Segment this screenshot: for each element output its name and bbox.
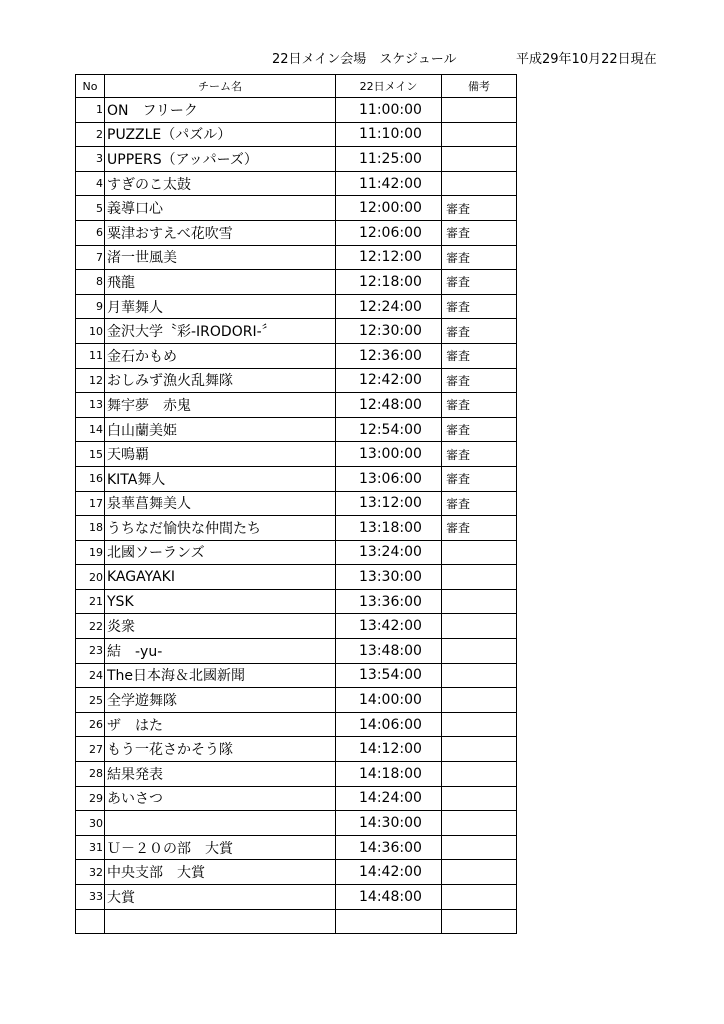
row-number-cell: 5 — [76, 196, 105, 221]
row-number-cell — [76, 909, 105, 934]
start-time-cell: 13:54:00 — [336, 663, 442, 688]
row-number-cell: 26 — [76, 712, 105, 737]
team-name-cell: 大賞 — [105, 885, 336, 910]
table-row — [76, 368, 517, 393]
team-name-cell: UPPERS（アッパーズ） — [105, 147, 336, 172]
row-number-cell: 4 — [76, 171, 105, 196]
table-row — [76, 491, 517, 516]
table-row — [76, 319, 517, 344]
team-name-cell: すぎのこ太鼓 — [105, 171, 336, 196]
start-time-cell: 12:36:00 — [336, 343, 442, 368]
table-row — [76, 835, 517, 860]
start-time-cell: 14:12:00 — [336, 737, 442, 762]
note-cell — [442, 712, 517, 737]
team-name-cell: 渚一世風美 — [105, 245, 336, 270]
row-number-cell: 32 — [76, 860, 105, 885]
team-name-cell: あいさつ — [105, 786, 336, 811]
team-name-cell: おしみず漁火乱舞隊 — [105, 368, 336, 393]
row-number-cell: 8 — [76, 270, 105, 295]
note-cell — [442, 589, 517, 614]
note-cell — [442, 98, 517, 123]
row-number-cell: 20 — [76, 565, 105, 590]
note-cell: 審査 — [442, 294, 517, 319]
team-name-cell: 天鳴覇 — [105, 442, 336, 467]
column-header-no: No — [76, 75, 105, 98]
team-name-cell: 全学遊舞隊 — [105, 688, 336, 713]
table-row — [76, 442, 517, 467]
note-cell: 審査 — [442, 393, 517, 418]
note-cell: 審査 — [442, 466, 517, 491]
row-number-cell: 18 — [76, 516, 105, 541]
team-name-cell: 義導口心 — [105, 196, 336, 221]
start-time-cell: 13:06:00 — [336, 466, 442, 491]
team-name-cell: 結果発表 — [105, 762, 336, 787]
note-cell — [442, 171, 517, 196]
team-name-cell: YSK — [105, 589, 336, 614]
note-cell: 審査 — [442, 196, 517, 221]
note-cell — [442, 565, 517, 590]
team-name-cell: 白山蘭美姫 — [105, 417, 336, 442]
start-time-cell: 12:00:00 — [336, 196, 442, 221]
table-row — [76, 417, 517, 442]
table-row — [76, 565, 517, 590]
start-time-cell: 14:36:00 — [336, 835, 442, 860]
start-time-cell: 14:18:00 — [336, 762, 442, 787]
start-time-cell: 11:42:00 — [336, 171, 442, 196]
table-row — [76, 540, 517, 565]
note-cell — [442, 737, 517, 762]
note-cell — [442, 614, 517, 639]
team-name-cell: ON フリーク — [105, 98, 336, 123]
header-row — [76, 75, 517, 98]
start-time-cell: 12:12:00 — [336, 245, 442, 270]
note-cell — [442, 688, 517, 713]
note-cell: 審査 — [442, 368, 517, 393]
start-time-cell: 14:48:00 — [336, 885, 442, 910]
table-row — [76, 220, 517, 245]
note-cell — [442, 860, 517, 885]
table-row — [76, 885, 517, 910]
note-cell: 審査 — [442, 491, 517, 516]
row-number-cell: 25 — [76, 688, 105, 713]
team-name-cell: The日本海＆北國新聞 — [105, 663, 336, 688]
start-time-cell: 11:00:00 — [336, 98, 442, 123]
row-number-cell: 7 — [76, 245, 105, 270]
row-number-cell: 13 — [76, 393, 105, 418]
team-name-cell: KITA舞人 — [105, 466, 336, 491]
team-name-cell: 結 -yu- — [105, 639, 336, 664]
team-name-cell: 泉華菖舞美人 — [105, 491, 336, 516]
row-number-cell: 28 — [76, 762, 105, 787]
column-header-time: 22日メイン — [336, 75, 442, 98]
start-time-cell: 13:42:00 — [336, 614, 442, 639]
table-row — [76, 516, 517, 541]
table-row — [76, 122, 517, 147]
start-time-cell: 12:42:00 — [336, 368, 442, 393]
row-number-cell: 33 — [76, 885, 105, 910]
table-row — [76, 762, 517, 787]
start-time-cell: 12:18:00 — [336, 270, 442, 295]
row-number-cell: 29 — [76, 786, 105, 811]
row-number-cell: 19 — [76, 540, 105, 565]
table-row — [76, 147, 517, 172]
team-name-cell: Ｕ－２０の部 大賞 — [105, 835, 336, 860]
team-name-cell: ザ はた — [105, 712, 336, 737]
note-cell — [442, 762, 517, 787]
table-row — [76, 589, 517, 614]
table-row — [76, 245, 517, 270]
start-time-cell — [336, 909, 442, 934]
start-time-cell: 12:48:00 — [336, 393, 442, 418]
note-cell — [442, 835, 517, 860]
team-name-cell: KAGAYAKI — [105, 565, 336, 590]
table-body — [76, 98, 517, 934]
row-number-cell: 11 — [76, 343, 105, 368]
schedule-table — [75, 74, 517, 934]
start-time-cell: 14:06:00 — [336, 712, 442, 737]
table-row — [76, 663, 517, 688]
start-time-cell: 13:12:00 — [336, 491, 442, 516]
row-number-cell: 14 — [76, 417, 105, 442]
table-row — [76, 909, 517, 934]
table-row — [76, 98, 517, 123]
row-number-cell: 17 — [76, 491, 105, 516]
start-time-cell: 11:25:00 — [336, 147, 442, 172]
team-name-cell: 飛龍 — [105, 270, 336, 295]
table-header — [76, 75, 517, 98]
note-cell — [442, 786, 517, 811]
column-header-note: 備考 — [442, 75, 517, 98]
document-header — [0, 48, 724, 68]
team-name-cell — [105, 909, 336, 934]
row-number-cell: 1 — [76, 98, 105, 123]
row-number-cell: 2 — [76, 122, 105, 147]
note-cell — [442, 811, 517, 836]
team-name-cell: 金沢大学〝彩-IRODORI-〞 — [105, 319, 336, 344]
team-name-cell — [105, 811, 336, 836]
team-name-cell: 月華舞人 — [105, 294, 336, 319]
row-number-cell: 3 — [76, 147, 105, 172]
start-time-cell: 13:00:00 — [336, 442, 442, 467]
start-time-cell: 14:00:00 — [336, 688, 442, 713]
start-time-cell: 14:42:00 — [336, 860, 442, 885]
team-name-cell: PUZZLE（パズル） — [105, 122, 336, 147]
start-time-cell: 13:30:00 — [336, 565, 442, 590]
row-number-cell: 10 — [76, 319, 105, 344]
note-cell — [442, 147, 517, 172]
team-name-cell: 金石かもめ — [105, 343, 336, 368]
row-number-cell: 27 — [76, 737, 105, 762]
start-time-cell: 13:24:00 — [336, 540, 442, 565]
table-row — [76, 270, 517, 295]
team-name-cell: 炎衆 — [105, 614, 336, 639]
row-number-cell: 9 — [76, 294, 105, 319]
team-name-cell: 中央支部 大賞 — [105, 860, 336, 885]
team-name-cell: 舞宇夢 赤鬼 — [105, 393, 336, 418]
note-cell — [442, 885, 517, 910]
start-time-cell: 13:36:00 — [336, 589, 442, 614]
column-header-team: チーム名 — [105, 75, 336, 98]
start-time-cell: 11:10:00 — [336, 122, 442, 147]
start-time-cell: 13:18:00 — [336, 516, 442, 541]
start-time-cell: 14:24:00 — [336, 786, 442, 811]
start-time-cell: 12:54:00 — [336, 417, 442, 442]
row-number-cell: 31 — [76, 835, 105, 860]
start-time-cell: 12:06:00 — [336, 220, 442, 245]
table-row — [76, 811, 517, 836]
row-number-cell: 24 — [76, 663, 105, 688]
note-cell — [442, 639, 517, 664]
table-row — [76, 466, 517, 491]
note-cell: 審査 — [442, 245, 517, 270]
row-number-cell: 16 — [76, 466, 105, 491]
table-row — [76, 737, 517, 762]
note-cell: 審査 — [442, 343, 517, 368]
note-cell — [442, 909, 517, 934]
table-row — [76, 786, 517, 811]
document-title: 22日メイン会場 スケジュール — [272, 52, 457, 67]
team-name-cell: うちなだ愉快な仲間たち — [105, 516, 336, 541]
note-cell: 審査 — [442, 220, 517, 245]
start-time-cell: 14:30:00 — [336, 811, 442, 836]
note-cell — [442, 540, 517, 565]
row-number-cell: 6 — [76, 220, 105, 245]
row-number-cell: 15 — [76, 442, 105, 467]
row-number-cell: 21 — [76, 589, 105, 614]
table-row — [76, 343, 517, 368]
note-cell: 審査 — [442, 417, 517, 442]
table-row — [76, 171, 517, 196]
table-row — [76, 860, 517, 885]
note-cell: 審査 — [442, 270, 517, 295]
team-name-cell: もう一花さかそう隊 — [105, 737, 336, 762]
row-number-cell: 30 — [76, 811, 105, 836]
note-cell — [442, 663, 517, 688]
team-name-cell: 北國ソーランズ — [105, 540, 336, 565]
table-row — [76, 393, 517, 418]
table-row — [76, 688, 517, 713]
start-time-cell: 12:24:00 — [336, 294, 442, 319]
team-name-cell: 粟津おすえべ花吹雪 — [105, 220, 336, 245]
table-row — [76, 294, 517, 319]
note-cell: 審査 — [442, 319, 517, 344]
note-cell — [442, 122, 517, 147]
table-row — [76, 614, 517, 639]
start-time-cell: 12:30:00 — [336, 319, 442, 344]
table-row — [76, 196, 517, 221]
note-cell: 審査 — [442, 516, 517, 541]
note-cell: 審査 — [442, 442, 517, 467]
table-row — [76, 639, 517, 664]
row-number-cell: 22 — [76, 614, 105, 639]
as-of-date: 平成29年10月22日現在 — [516, 52, 657, 67]
row-number-cell: 12 — [76, 368, 105, 393]
row-number-cell: 23 — [76, 639, 105, 664]
table-row — [76, 712, 517, 737]
start-time-cell: 13:48:00 — [336, 639, 442, 664]
